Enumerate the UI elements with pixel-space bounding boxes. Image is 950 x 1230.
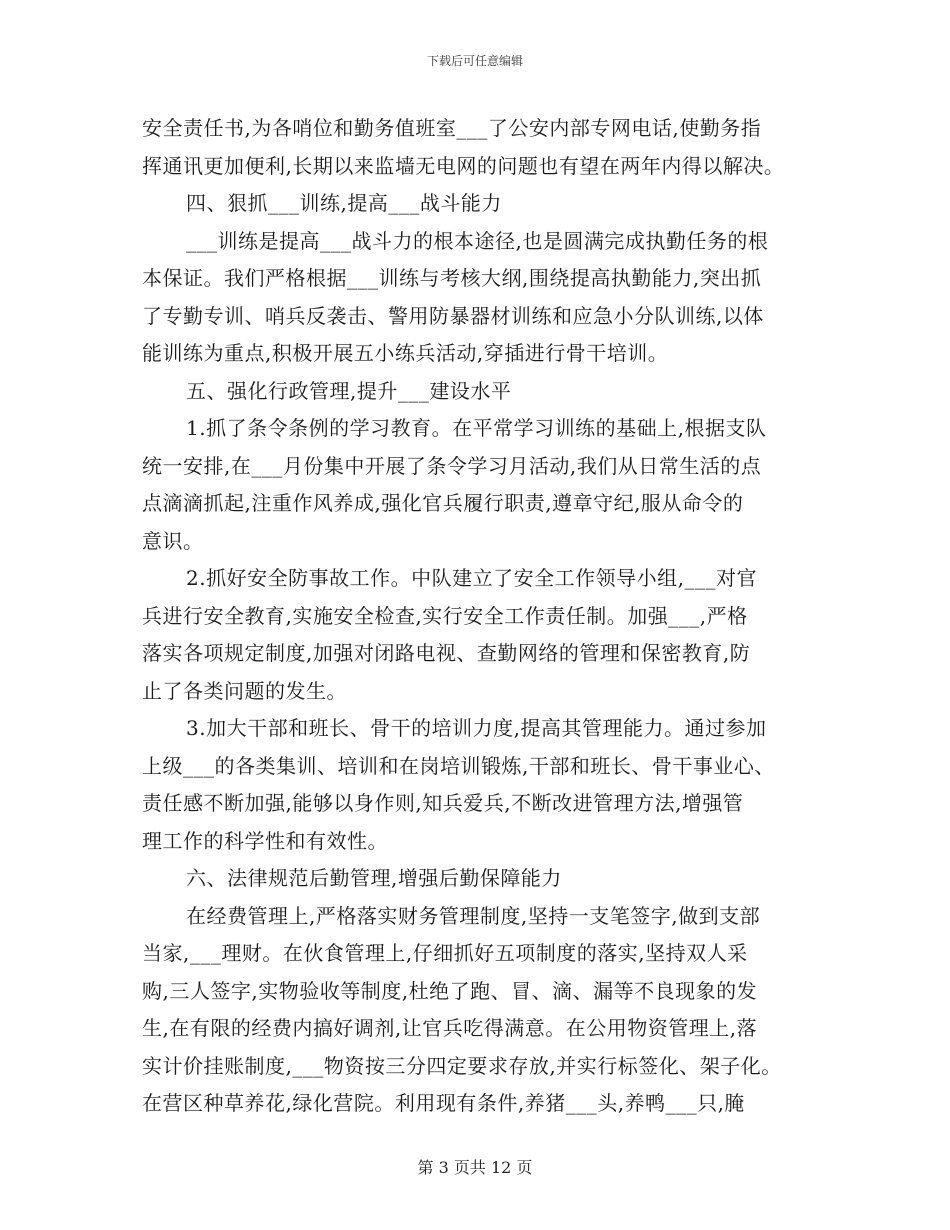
text-line: ___训练是提高___战斗力的根本途径,也是圆满完成执勤任务的根 xyxy=(186,228,769,253)
text-line: 3.加大干部和班长、骨干的培训力度,提高其管理能力。通过参加 xyxy=(186,716,767,740)
text-line: 兵进行安全教育,实施安全检查,实行安全工作责任制。加强___,严格 xyxy=(142,603,748,628)
text-line: 落实各项规定制度,加强对闭路电视、查勤网络的管理和保密教育,防 xyxy=(142,641,751,665)
text-line: 2.抓好安全防事故工作。中队建立了安全工作领导小组,___对官 xyxy=(186,566,757,590)
text-line: 安全责任书,为各哨位和勤务值班室___了公安内部专网电话,使勤务指 xyxy=(142,116,762,140)
text-line: 在经费管理上,严格落实财务管理制度,坚持一支笔签字,做到支部 xyxy=(186,903,761,928)
text-line: 在营区种草养花,绿化营院。利用现有条件,养猪___头,养鸭___只,腌 xyxy=(142,1091,745,1115)
text-line: 本保证。我们严格根据___训练与考核大纲,围绕提高执勤能力,突出抓 xyxy=(142,266,762,290)
text-line: 统一安排,在___月份集中开展了条令学习月活动,我们从日常生活的点 xyxy=(142,453,762,478)
text-line: 挥通讯更加便利,长期以来监墙无电网的问题也有望在两年内得以解决。 xyxy=(142,153,785,178)
document-body xyxy=(142,110,810,1123)
text-line: 实计价挂账制度,___物资按三分四定要求存放,并实行标签化、架子化。 xyxy=(142,1053,782,1078)
text-line: 止了各类问题的发生。 xyxy=(142,678,347,703)
text-line: 五、强化行政管理,提升___建设水平 xyxy=(186,378,512,403)
text-line: 上级___的各类集训、培训和在岗培训锻炼,干部和班长、骨干事业心、 xyxy=(142,753,775,778)
text-line: 六、法律规范后勤管理,增强后勤保障能力 xyxy=(186,866,562,890)
page-header: 下载后可任意编辑 xyxy=(426,54,523,68)
text-line: 能训练为重点,积极开展五小练兵活动,穿插进行骨干培训。 xyxy=(142,341,669,365)
page-footer: 第 3 页共 12 页 xyxy=(417,1158,533,1177)
text-line: 四、狠抓___训练,提高___战斗能力 xyxy=(186,191,502,215)
text-line: 理工作的科学性和有效性。 xyxy=(142,828,388,853)
text-line: 点滴滴抓起,注重作风养成,强化官兵履行职责,遵章守纪,服从命令的 xyxy=(142,491,744,515)
text-line: 生,在有限的经费内搞好调剂,让官兵吃得满意。在公用物资管理上,落 xyxy=(142,1016,758,1040)
text-line: 意识。 xyxy=(142,528,204,553)
text-line: 购,三人签字,实物验收等制度,杜绝了跑、冒、滴、漏等不良现象的发 xyxy=(142,978,758,1003)
text-line: 1.抓了条令条例的学习教育。在平常学习训练的基础上,根据支队 xyxy=(186,416,767,440)
text-line: 当家,___理财。在伙食管理上,仔细抓好五项制度的落实,坚持双人采 xyxy=(142,941,748,965)
text-line: 责任感不断加强,能够以身作则,知兵爱兵,不断改进管理方法,增强管 xyxy=(142,791,744,815)
text-line: 了专勤专训、哨兵反袭击、警用防暴器材训练和应急小分队训练,以体 xyxy=(142,303,764,328)
